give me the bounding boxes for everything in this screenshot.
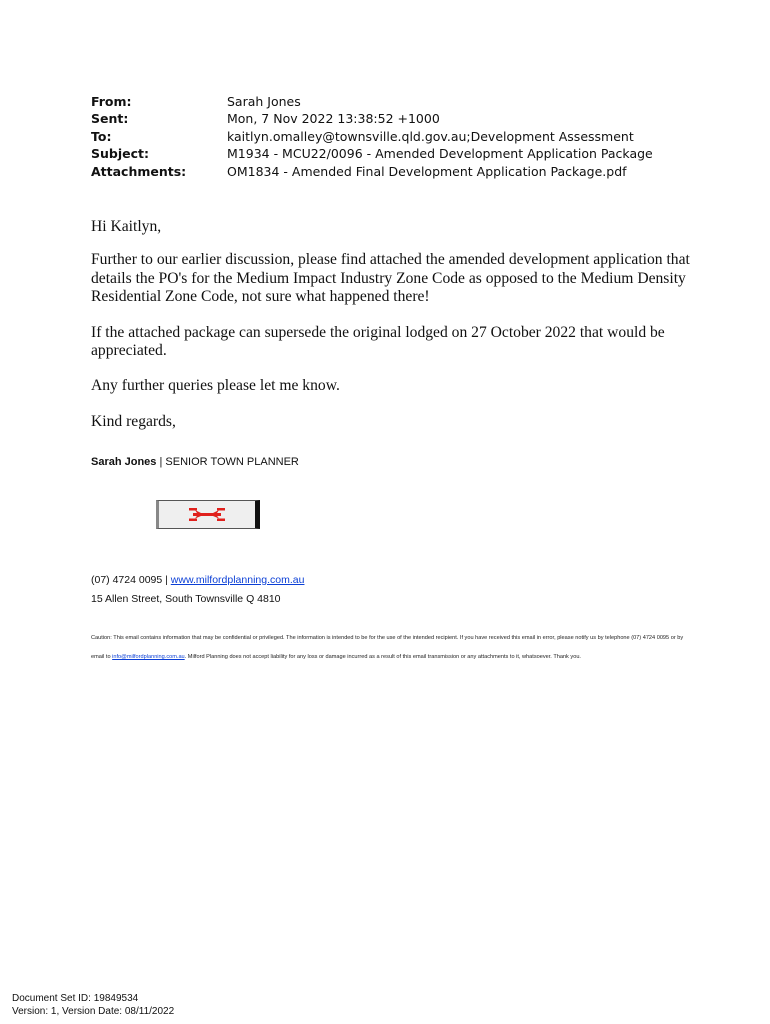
to-row: [91, 128, 653, 145]
caution-text-1: Caution: This email contains information that may be confidential or privileged. The information is intended to be for the use of the intended recipient. If you have received this email in error, please notify us by telephone (07) 4724 0095 or by email to: [91, 635, 684, 661]
subject-label: Subject:: [91, 146, 149, 162]
to-value: kaitlyn.omalley@townsville.qld.gov.au;Development Assessment: [227, 128, 634, 144]
document-footer: [12, 993, 174, 1018]
logo-mark-icon: [159, 501, 255, 528]
signature-title: SENIOR TOWN PLANNER: [165, 456, 299, 468]
from-value: Sarah Jones: [227, 94, 301, 109]
document-set-id: Document Set ID: 19849534: [12, 993, 139, 1004]
signature-line: [91, 456, 299, 468]
paragraph-1: Further to our earlier discussion, please find attached the amended development application that details the PO's for the Medium Impact Industry Zone Code as opposed to the Medium Density Residential Zone Code, not sure what happened there!: [91, 251, 690, 306]
sent-value: Mon, 7 Nov 2022 13:38:52 +1000: [227, 111, 440, 127]
paragraph-2: If the attached package can supersede the original lodged on 27 October 2022 that would be appreciated.: [91, 323, 665, 360]
email-link[interactable]: info@milfordplanning.com.au: [112, 654, 185, 661]
signature-separator: |: [156, 456, 166, 468]
to-label: To:: [91, 128, 112, 144]
contact-block: [91, 571, 304, 608]
signature-name: Sarah Jones: [91, 456, 157, 468]
greeting: Hi Kaitlyn,: [91, 218, 162, 235]
sent-row: [91, 110, 653, 127]
version-info: Version: 1, Version Date: 08/11/2022: [12, 1005, 175, 1017]
contact-separator: |: [162, 574, 171, 586]
attachments-row: [91, 163, 653, 180]
company-logo-icon: [156, 500, 260, 529]
phone-number: (07) 4724 0095: [91, 574, 163, 586]
attachments-label: Attachments:: [91, 163, 187, 179]
email-header: [91, 93, 653, 180]
contact-line: [91, 571, 304, 590]
from-label: From:: [91, 94, 132, 109]
closing: Kind regards,: [91, 412, 176, 430]
address: 15 Allen Street, South Townsville Q 4810: [91, 592, 281, 605]
from-row: [91, 93, 653, 110]
subject-row: [91, 145, 653, 162]
caution-text-2: . Milford Planning does not accept liability for any loss or damage incurred as a result of this email transmission or any attachments to it, whatsoever. Thank you.: [184, 654, 581, 661]
paragraph-3: Any further queries please let me know.: [91, 377, 340, 395]
caution-disclaimer: [91, 629, 691, 668]
website-link[interactable]: www.milfordplanning.com.au: [170, 574, 305, 586]
sent-label: Sent:: [91, 111, 129, 127]
subject-value: M1934 - MCU22/0096 - Amended Development Application Package: [227, 146, 653, 162]
email-body: [91, 218, 691, 431]
attachments-value: OM1834 - Amended Final Development Application Package.pdf: [227, 163, 627, 179]
